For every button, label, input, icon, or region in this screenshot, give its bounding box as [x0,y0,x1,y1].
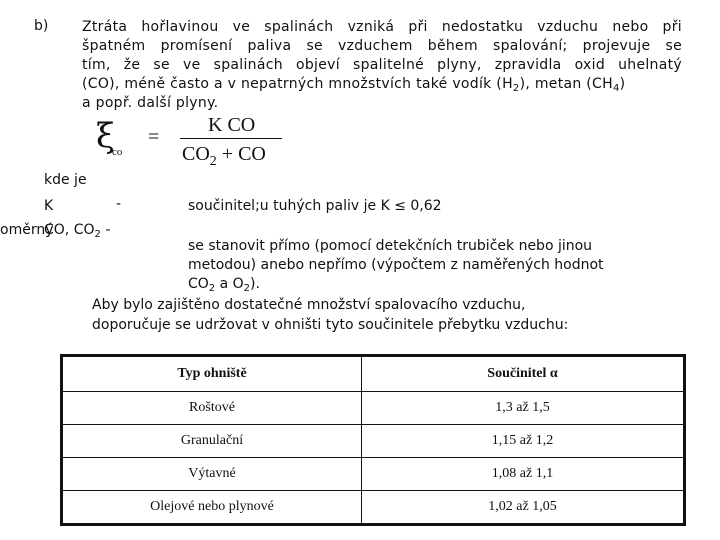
fraction-line [180,138,282,139]
legend-k-dash: - [116,196,122,212]
paragraph-line-4-c: ) [619,76,626,92]
paragraph-line-4 [82,75,682,94]
legend-k-symbol: K [44,198,54,214]
table-row [62,425,685,458]
header-coefficient: Součinitel α [362,356,685,392]
note-line-1: Aby bylo zajištěno dostatečné množství spalovacího vzduchu, [92,297,526,313]
methane-subscript: 4 [612,83,620,94]
paragraph-line-1: Ztráta hořlavinou ve spalinách vzniká při nedostatku vzduchu nebo při [82,19,682,35]
paragraph-line-4-b: ), metan (CH [519,76,613,92]
table-header-row [62,356,685,392]
legend-k-description: součinitel;u tuhých paliv je K ≤ 0,62 [188,198,442,214]
cell-furnace-type: Roštové [62,392,362,425]
xi-symbol: ξ [96,116,115,156]
legend-o2-subscript: 2 [243,283,251,294]
cell-coefficient: 1,02 až 1,05 [362,491,685,525]
legend-co-symbols [44,222,110,238]
paragraph-line-2: špatném promísení paliva se vzduchem během spalování; projevuje se [82,38,682,54]
legend-co-line-3 [188,276,260,292]
legend-co-line-2: metodou) anebo nepřímo (výpočtem z naměřených hodnot [188,257,604,273]
paragraph-line-5: a popř. další plyny. [82,95,219,111]
legend-intro: kde je [44,172,87,188]
formula-numerator: K CO [208,114,256,136]
formula-denominator [182,143,266,169]
paragraph-line-4-a: (CO), méně často a v nepatrných množstvích také vodík (H [82,76,513,92]
legend-co-line-3-b: a O [215,276,244,292]
cell-furnace-type: Granulační [62,425,362,458]
overlapping-word: oměrný [0,222,54,238]
equals-sign: = [148,126,160,148]
table-row [62,491,685,525]
table-row [62,392,685,425]
legend-co2-subscript: 2 [208,283,216,294]
section-label: b) [34,18,49,34]
legend-co-text: CO, CO [44,222,95,238]
legend-co-line-3-a: CO [188,276,209,292]
denominator-plus-co: + CO [216,143,266,165]
note-line-2: doporučuje se udržovat v ohništi tyto součinitele přebytku vzduchu: [92,317,569,333]
header-furnace-type: Typ ohniště [62,356,362,392]
cell-furnace-type: Olejové nebo plynové [62,491,362,525]
denominator-subscript: 2 [209,154,217,169]
xi-subscript: co [112,146,123,158]
legend-co-line-1: se stanovit přímo (pomocí detekčních trubiček nebo jinou [188,238,593,254]
paragraph-line-3: tím, že se ve spalinách objeví spalitelné plyny, zpravidla oxid uhelnatý [82,57,682,73]
hydrogen-subscript: 2 [512,83,520,94]
denominator-co: CO [182,143,210,165]
intro-paragraph [82,18,682,113]
cell-coefficient: 1,3 až 1,5 [362,392,685,425]
table-row [62,458,685,491]
legend-co-dash: - [100,222,111,238]
cell-furnace-type: Výtavné [62,458,362,491]
legend-co-subscript: 2 [94,229,101,240]
cell-coefficient: 1,08 až 1,1 [362,458,685,491]
legend-co-line-3-c: ). [250,276,260,292]
excess-air-table [60,354,686,526]
cell-coefficient: 1,15 až 1,2 [362,425,685,458]
